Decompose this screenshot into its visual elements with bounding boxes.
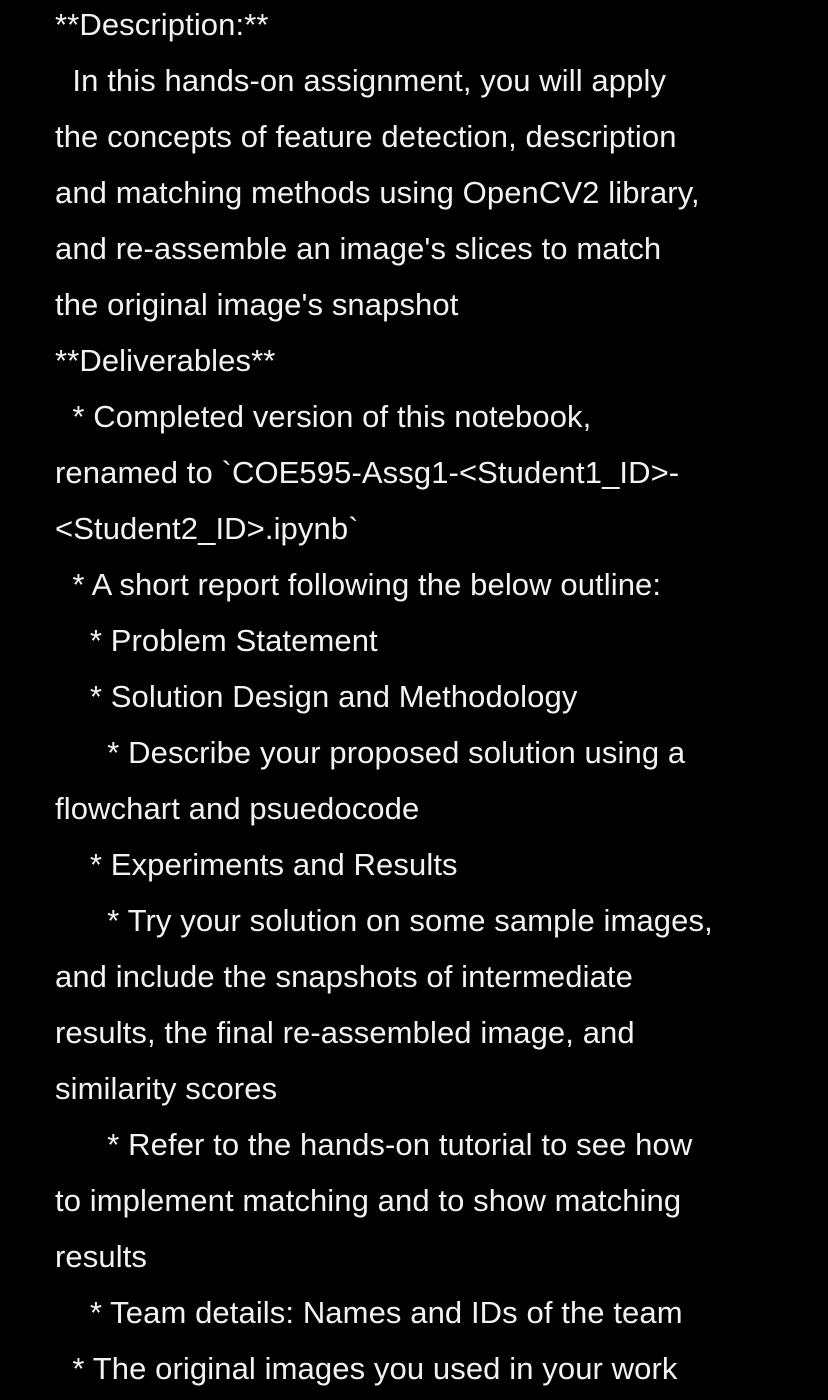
note-line: to implement matching and to show matching (55, 1183, 682, 1218)
note-line: In this hands-on assignment, you will apply (55, 63, 667, 98)
note-line: * Experiments and Results (55, 847, 458, 882)
note-line: and re-assemble an image's slices to match (55, 231, 662, 266)
note-line: <Student2_ID>.ipynb` (55, 511, 359, 546)
note-line: * A short report following the below outline: (55, 567, 662, 602)
note-line-deliverables-heading: **Deliverables** (55, 343, 276, 378)
note-line: * Problem Statement (55, 623, 378, 658)
note-line: the concepts of feature detection, description (55, 119, 677, 154)
note-line-description-heading: **Description:** (55, 7, 269, 42)
note-line: * Describe your proposed solution using a (55, 735, 686, 770)
note-line: * Try your solution on some sample images, (55, 903, 713, 938)
note-line: the original image's snapshot (55, 287, 459, 322)
note-line: and matching methods using OpenCV2 library, (55, 175, 700, 210)
note-line: renamed to `COE595-Assg1-<Student1_ID>- (55, 455, 680, 490)
note-text-body[interactable] (55, 0, 815, 1400)
note-line: * Team details: Names and IDs of the team (55, 1295, 683, 1330)
note-line: * Refer to the hands-on tutorial to see how (55, 1127, 693, 1162)
note-line: * Solution Design and Methodology (55, 679, 578, 714)
note-line: * The original images you used in your work (55, 1351, 678, 1386)
note-line: * Completed version of this notebook, (55, 399, 592, 434)
note-line: similarity scores (55, 1071, 278, 1106)
note-line: flowchart and psuedocode (55, 791, 420, 826)
note-line: results, the final re-assembled image, and (55, 1015, 635, 1050)
note-line: and include the snapshots of intermediate (55, 959, 633, 994)
note-line: results (55, 1239, 148, 1274)
